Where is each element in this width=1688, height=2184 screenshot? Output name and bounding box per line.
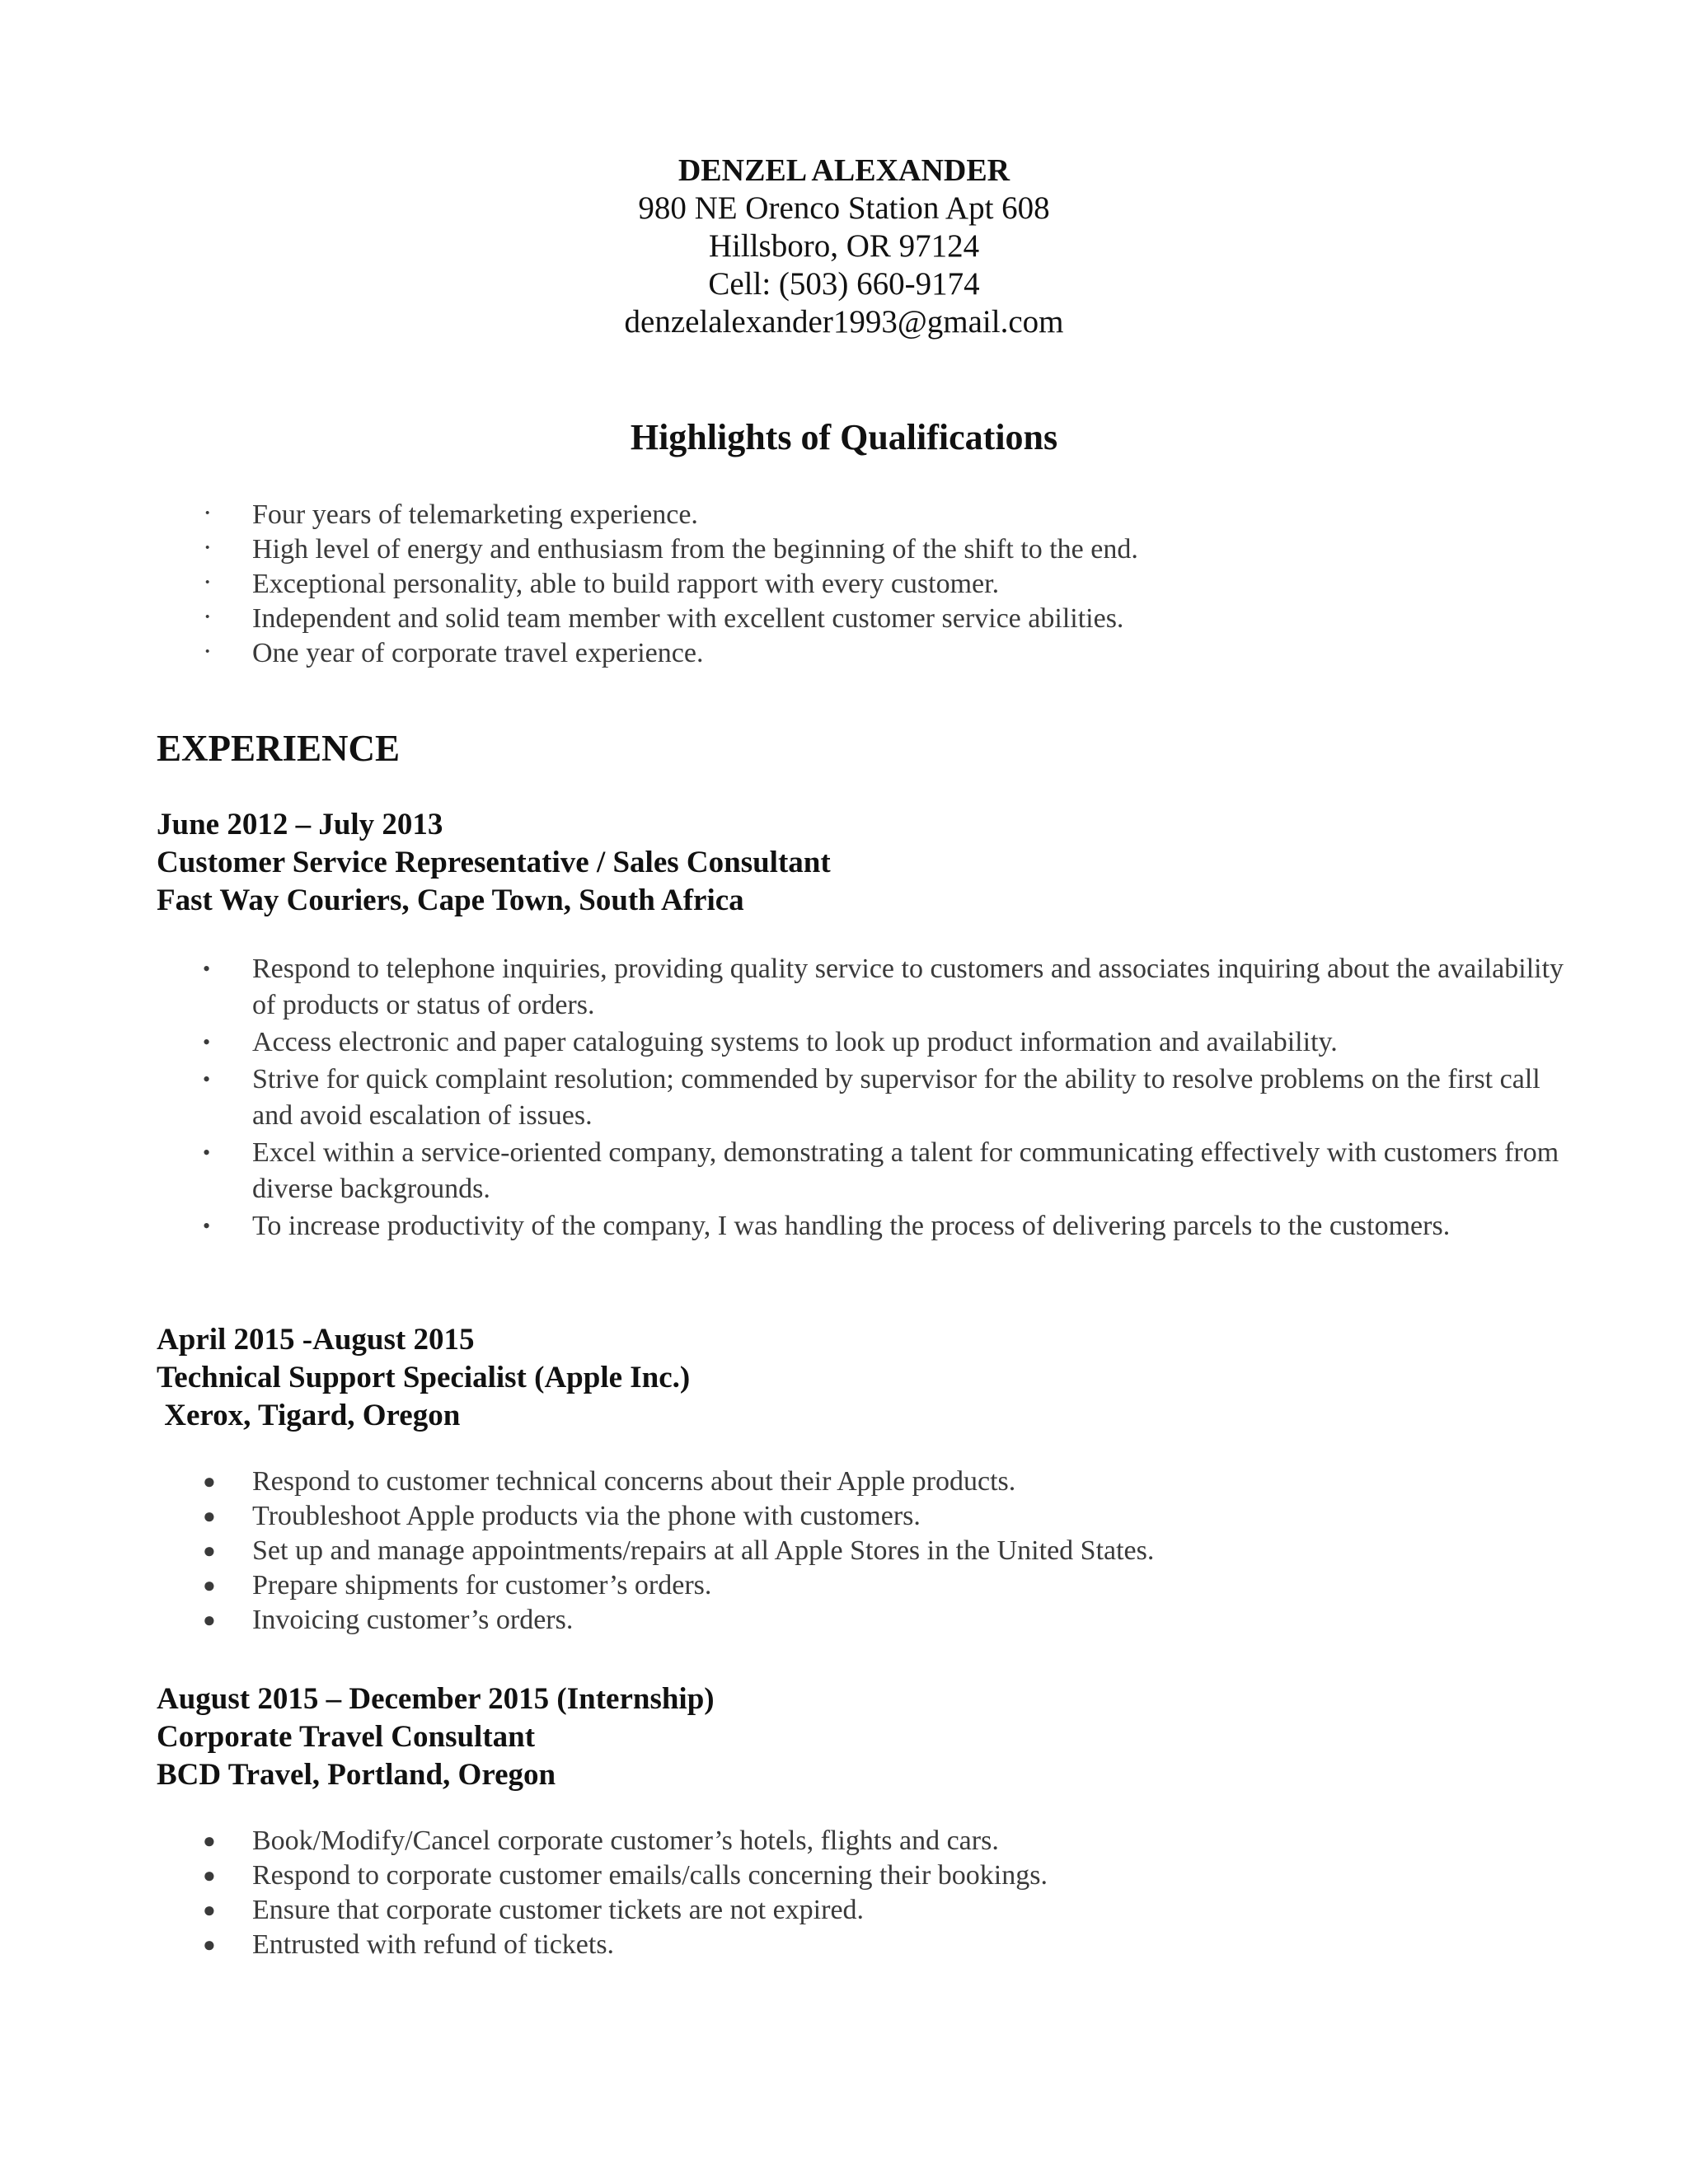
candidate-name: DENZEL ALEXANDER xyxy=(678,153,1010,188)
bullet-icon: ● xyxy=(203,1898,216,1922)
list-item: • Respond to telephone inquiries, providing quality service to customers and associates inquiring about the availability of products or status of orders. xyxy=(157,951,1566,1024)
highlight-item: · Exceptional personality, able to build rapport with every customer. xyxy=(203,567,1000,599)
contact-header xyxy=(0,152,1688,341)
highlights-title: Highlights of Qualifications xyxy=(630,417,1058,457)
bullet-icon: • xyxy=(203,957,211,981)
job-duties-list xyxy=(157,1824,1558,1962)
experience-title: EXPERIENCE xyxy=(157,728,401,769)
list-item: ● Respond to customer technical concerns about their Apple products. xyxy=(157,1465,1566,1499)
job-role: Technical Support Specialist (Apple Inc.) xyxy=(157,1361,691,1394)
bullet-icon: · xyxy=(203,567,213,598)
highlight-item: · Four years of telemarketing experience. xyxy=(203,498,698,530)
job-fast-way-couriers xyxy=(157,806,1564,1245)
bullet-icon: · xyxy=(203,602,213,632)
bullet-icon: ● xyxy=(203,1469,216,1493)
list-item: • Access electronic and paper cataloguing systems to look up product information and availability. xyxy=(157,1024,1566,1061)
list-item: • Excel within a service-oriented company, demonstrating a talent for communicating effectively with customers from diverse backgrounds. xyxy=(157,1135,1566,1207)
list-item: ● Prepare shipments for customer’s orders. xyxy=(157,1568,1566,1603)
bullet-icon: • xyxy=(203,1067,211,1091)
highlights-list xyxy=(157,498,1558,671)
job-duties-list xyxy=(157,1465,1558,1638)
job-role: Corporate Travel Consultant xyxy=(157,1720,536,1754)
bullet-icon: ● xyxy=(203,1504,216,1528)
bullet-icon: ● xyxy=(203,1863,216,1887)
list-item: ● Respond to corporate customer emails/calls concerning their bookings. xyxy=(157,1858,1566,1893)
job-company: Fast Way Couriers, Cape Town, South Africa xyxy=(157,883,744,917)
bullet-icon: • xyxy=(203,1141,211,1165)
job-bcd-travel xyxy=(157,1680,1558,1962)
bullet-icon: ● xyxy=(203,1933,216,1957)
list-item: ● Ensure that corporate customer tickets are not expired. xyxy=(157,1893,1566,1928)
list-item: • Strive for quick complaint resolution; commended by supervisor for the ability to resolve problems on the first call and avoid escalation of issues. xyxy=(157,1062,1566,1134)
list-item: ● Book/Modify/Cancel corporate customer’s hotels, flights and cars. xyxy=(157,1824,1566,1858)
job-company: BCD Travel, Portland, Oregon xyxy=(157,1758,556,1792)
list-item: ● Invoicing customer’s orders. xyxy=(157,1603,1566,1638)
highlight-item: · One year of corporate travel experience. xyxy=(203,636,704,668)
bullet-icon: • xyxy=(203,1030,211,1054)
bullet-icon: · xyxy=(203,498,213,528)
bullet-icon: ● xyxy=(203,1608,216,1632)
email-address: denzelalexander1993@gmail.com xyxy=(624,304,1064,340)
job-dates: April 2015 -August 2015 xyxy=(157,1323,475,1357)
job-company: Xerox, Tigard, Oregon xyxy=(157,1399,461,1432)
job-xerox xyxy=(157,1321,1558,1638)
list-item: ● Set up and manage appointments/repairs at all Apple Stores in the United States. xyxy=(157,1534,1566,1568)
list-item: • To increase productivity of the company, I was handling the process of delivering parcels to the customers. xyxy=(157,1208,1566,1244)
list-item: ● Entrusted with refund of tickets. xyxy=(157,1928,1566,1962)
cell-phone: Cell: (503) 660-9174 xyxy=(708,266,980,302)
bullet-icon: • xyxy=(203,1214,211,1238)
job-duties-list xyxy=(157,951,1564,1244)
job-dates: August 2015 – December 2015 (Internship) xyxy=(157,1682,715,1716)
list-item: ● Troubleshoot Apple products via the phone with customers. xyxy=(157,1499,1566,1534)
job-role: Customer Service Representative / Sales Consultant xyxy=(157,846,831,879)
bullet-icon: · xyxy=(203,532,213,563)
bullet-icon: · xyxy=(203,636,213,667)
bullet-icon: ● xyxy=(203,1573,216,1597)
bullet-icon: ● xyxy=(203,1829,216,1853)
highlight-item: · Independent and solid team member with excellent customer service abilities. xyxy=(203,602,1124,634)
highlight-item: · High level of energy and enthusiasm from the beginning of the shift to the end. xyxy=(203,532,1138,565)
bullet-icon: ● xyxy=(203,1539,216,1563)
address-line-1: 980 NE Orenco Station Apt 608 xyxy=(638,190,1050,226)
job-dates: June 2012 – July 2013 xyxy=(157,808,443,841)
address-line-2: Hillsboro, OR 97124 xyxy=(708,228,980,264)
